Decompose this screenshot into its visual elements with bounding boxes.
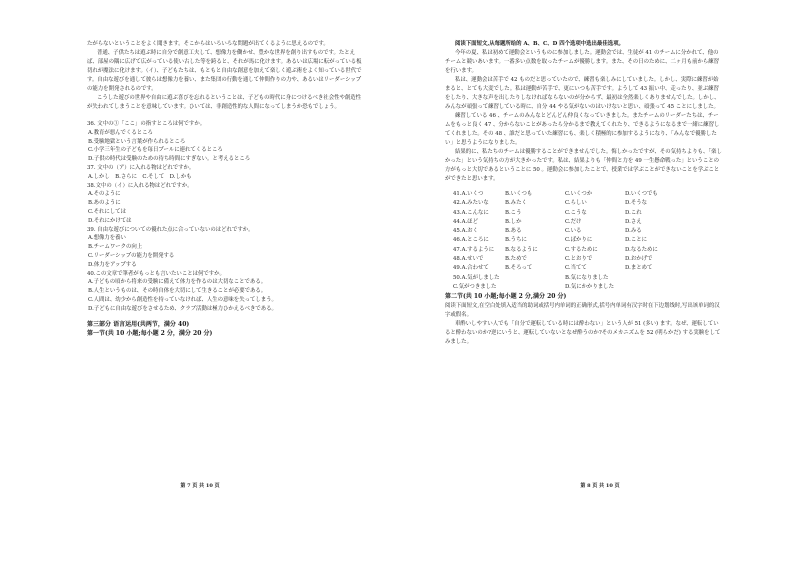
option: B.ある xyxy=(505,228,522,235)
option: C.いる xyxy=(565,228,582,235)
option: 46.A.ところに xyxy=(453,237,489,244)
passage-paragraph: 普通、子供たちは遊ぶ時に自分で創意工夫して、想像力を働かせ、豊かな世界を創り出すものです。たとえば、部屋の隅に広げて広がっている使い古した等を跨ると、それが馬に化けます。あるいは広場に転がっている板切れが魔法に化けます。（イ）、子どもたちは、もともと自由な創意を加えて楽しく遊ぶ術をよく知っている世代です。自由な遊びを通して彼らは想像力を養い、また集団の行動を通して仲間作りの力や、あるいはリーダーシップの能力を開発されるのです。 xyxy=(87,50,362,92)
option: 43.A.こんなに xyxy=(453,209,489,216)
option: D.そうな xyxy=(625,200,648,207)
section-1-title: 第一节(共 10 小题;每小题 2 分，满分 20 分) xyxy=(87,330,213,338)
option: D.おかげで xyxy=(625,256,653,263)
option: C.当てて xyxy=(565,265,587,272)
question-37: 37. 文中の（ア）に入れる物はどれですか。 xyxy=(87,164,195,171)
option: D.体力をアップする xyxy=(88,261,137,268)
question-40: 40.この文章で筆者がもっとも言いたいことは何ですか。 xyxy=(87,270,225,277)
option: D.なるために xyxy=(625,246,658,253)
option: 45.A.おく xyxy=(453,228,478,235)
instructions: 阅读下面短文,从每题所给的 A、B、C、D 四个选项中选出最佳选项。 xyxy=(455,41,624,47)
option: B.しか xyxy=(505,218,522,225)
option: D.子どもに自由な遊びをさせるため、クラブ活動は極力ひかえるべきである。 xyxy=(88,305,277,312)
option: B.受験地獄という言葉が作られるところ xyxy=(88,138,186,145)
option: C.リーダーシップの能力を開発する xyxy=(88,252,175,259)
option: D.まとめて xyxy=(625,265,653,272)
option: C.ばかりに xyxy=(565,237,593,244)
question-38: 38.文中の（イ）に入れる物はどれですか。 xyxy=(87,182,193,189)
option: B.なるように xyxy=(505,246,538,253)
options-grid xyxy=(453,190,723,274)
option: B.みたく xyxy=(505,200,527,207)
option: C.らしい xyxy=(565,200,587,207)
option: D.子供の時代は受験のための待ち時間にすぎない。と考えるところ xyxy=(88,156,251,163)
option-inline: A.しかし B.さらに C.そして D.しかも xyxy=(88,173,192,180)
option: D.みる xyxy=(625,228,642,235)
option: 42.A.みたいな xyxy=(453,200,489,207)
option: 48.A.せいで xyxy=(453,256,484,263)
question-36: 36. 文中の①「ここ」の指すところは何ですか。 xyxy=(87,121,206,127)
section-2-title: 第二节(共 10 小题;每小题 2 分,满分 20 分) xyxy=(445,293,567,301)
section-2-instructions: 阅读下面短文,在空白处填入适当的助词或括号内单词的正确形式,括号内单词有汉字时在下边划线时,写出该单词的汉字或假名。 xyxy=(445,302,720,318)
option: D.いくつでも xyxy=(625,191,658,197)
passage-paragraph: こうした遊びの世界や自由に遊ぶ喜びを忘れるということは、子どもの時代に身につけるべき社会性や創造性が失われてしまうことを意味しています。ひいては、非創造性的な人間になってしまうか恐もでしょう。 xyxy=(87,95,362,110)
option: C.人間は、幼少から創造性を持っていなければ、人生の意味を失ってしまう。 xyxy=(88,296,277,303)
passage-paragraph: 今年の夏、私は初めて運動会というものに参加しました。運動会では、生徒が 41 のチームに分かれて、他のチームと競いあいます。一番多い点数を取ったチームが優勝します。また、その日のために、二ヶ月も前から練習を行います。 xyxy=(445,50,720,74)
right-column xyxy=(445,40,723,347)
option: B.あのように xyxy=(88,200,121,207)
option: C.だけ xyxy=(565,218,582,225)
option: B.そろって xyxy=(505,265,533,272)
option: 44.A.ほど xyxy=(453,218,478,225)
option: B.人生というものは、その時自体を大切にして生きることが必要である。 xyxy=(88,288,267,295)
option: B.こう xyxy=(505,209,522,216)
option: D.それにかけては xyxy=(88,217,132,224)
option: C.こうな xyxy=(565,209,587,216)
option: D.気にかかりました xyxy=(565,283,614,290)
option: A.教育が悪んでくるところ xyxy=(88,129,153,136)
option: D.さえ xyxy=(625,218,642,225)
option: 49.A.合わせて xyxy=(453,265,489,272)
right-page xyxy=(400,0,800,566)
option: C.とおりで xyxy=(565,256,593,263)
option: C.気がつきました xyxy=(453,283,497,290)
option: C.するために xyxy=(565,246,598,253)
option: D.ことに xyxy=(625,237,648,244)
page-footer: 第 8 页 共 10 页 xyxy=(580,483,620,489)
option: C.それにしては xyxy=(88,208,126,215)
option: 41.A.いくつ xyxy=(453,191,484,197)
passage-paragraph: 練習している 46 、チームのみんなとどんどん仲良くなっていきました。またチームのリーダーたちは、チームをもっと良く 47 、分からないことがあったら分かるまで教えてくれたり、できるようになるまで一緒に練習してくれました。その 48 、誰だと思っていた練習にも、楽しく積極的に参加するようになり、「みんなで優勝したい」と思うようになりました。 xyxy=(445,113,720,146)
page-footer: 第 7 页 共 10 页 xyxy=(180,483,220,489)
passage-paragraph: たがらないということをよく聞きます。そこからはいろいろな問題が出てくるように思えるのです。 xyxy=(87,41,329,47)
section-2-passage: 車酔いしやすい人でも「自分で運転している時には酔わない」という人が 51 (多い) ます。なぜ、運転していると酔わないのか?逆にいうと、運転していないとなぜ酔うのか?そのメカニズムを 52 (明らかだ) する実験をしてみました。 xyxy=(445,320,721,345)
option: C.いくつか xyxy=(565,191,593,197)
option: A.想像力を養い xyxy=(88,235,126,242)
section-3-title: 第三部分 语言运用(共两节，满分 40) xyxy=(87,320,190,328)
passage-paragraph: 私は、運動会は苦手で 42 ものだと思っていたので、練習も楽しみにしていました。しかし、実際に練習が始まると、とても大変でした。私は運動が苦手で、更にいつも苦手です。ようして 43 振い中、走ったり、並ぶ練習をしたり、大きな声を出したりしなければならないのが分からず、最初は全然楽しくありませんでした。しかし、みんなが頑張って練習している時に、自分 44 やる気がないのはいけないと思い、頑張って 45 ことにしました。 xyxy=(445,77,720,110)
option: B.気になりました xyxy=(565,274,609,281)
option: A.子どもの頃から将来の受験に備えて体力を作るのは大切なことである。 xyxy=(88,279,267,286)
option: B.チームワークの向上 xyxy=(88,244,143,251)
option: A.そのように xyxy=(88,191,121,198)
option: B.うちに xyxy=(505,237,527,244)
option: 50.A.気がしました xyxy=(453,274,500,281)
options-50 xyxy=(453,274,723,293)
question-39: 39. 自由な遊びについての優れた点に合っていないのはどれですか。 xyxy=(87,226,254,233)
option: D.これ xyxy=(625,209,642,216)
option: B.いくつも xyxy=(505,191,533,197)
option: 47.A.するように xyxy=(453,246,495,253)
option: C.小学三年生の子どもを毎日プールに連れてくるところ xyxy=(88,147,223,154)
passage-paragraph: 結果的に、私たちのチームは優勝することができませんでした。悔しかったですが、その気持ちよりも、「楽しかった」という気持ちの方が大きかったです。私は、結果よりも「仲間と力を 49 一生懸命戦った」ということの方がもっと大切であるということに 50 。運動会に参加したことで、授業では学ぶことができないことを学ぶことができたと思います。 xyxy=(445,149,722,182)
option: B.ためで xyxy=(505,256,527,263)
left-column xyxy=(87,40,362,339)
